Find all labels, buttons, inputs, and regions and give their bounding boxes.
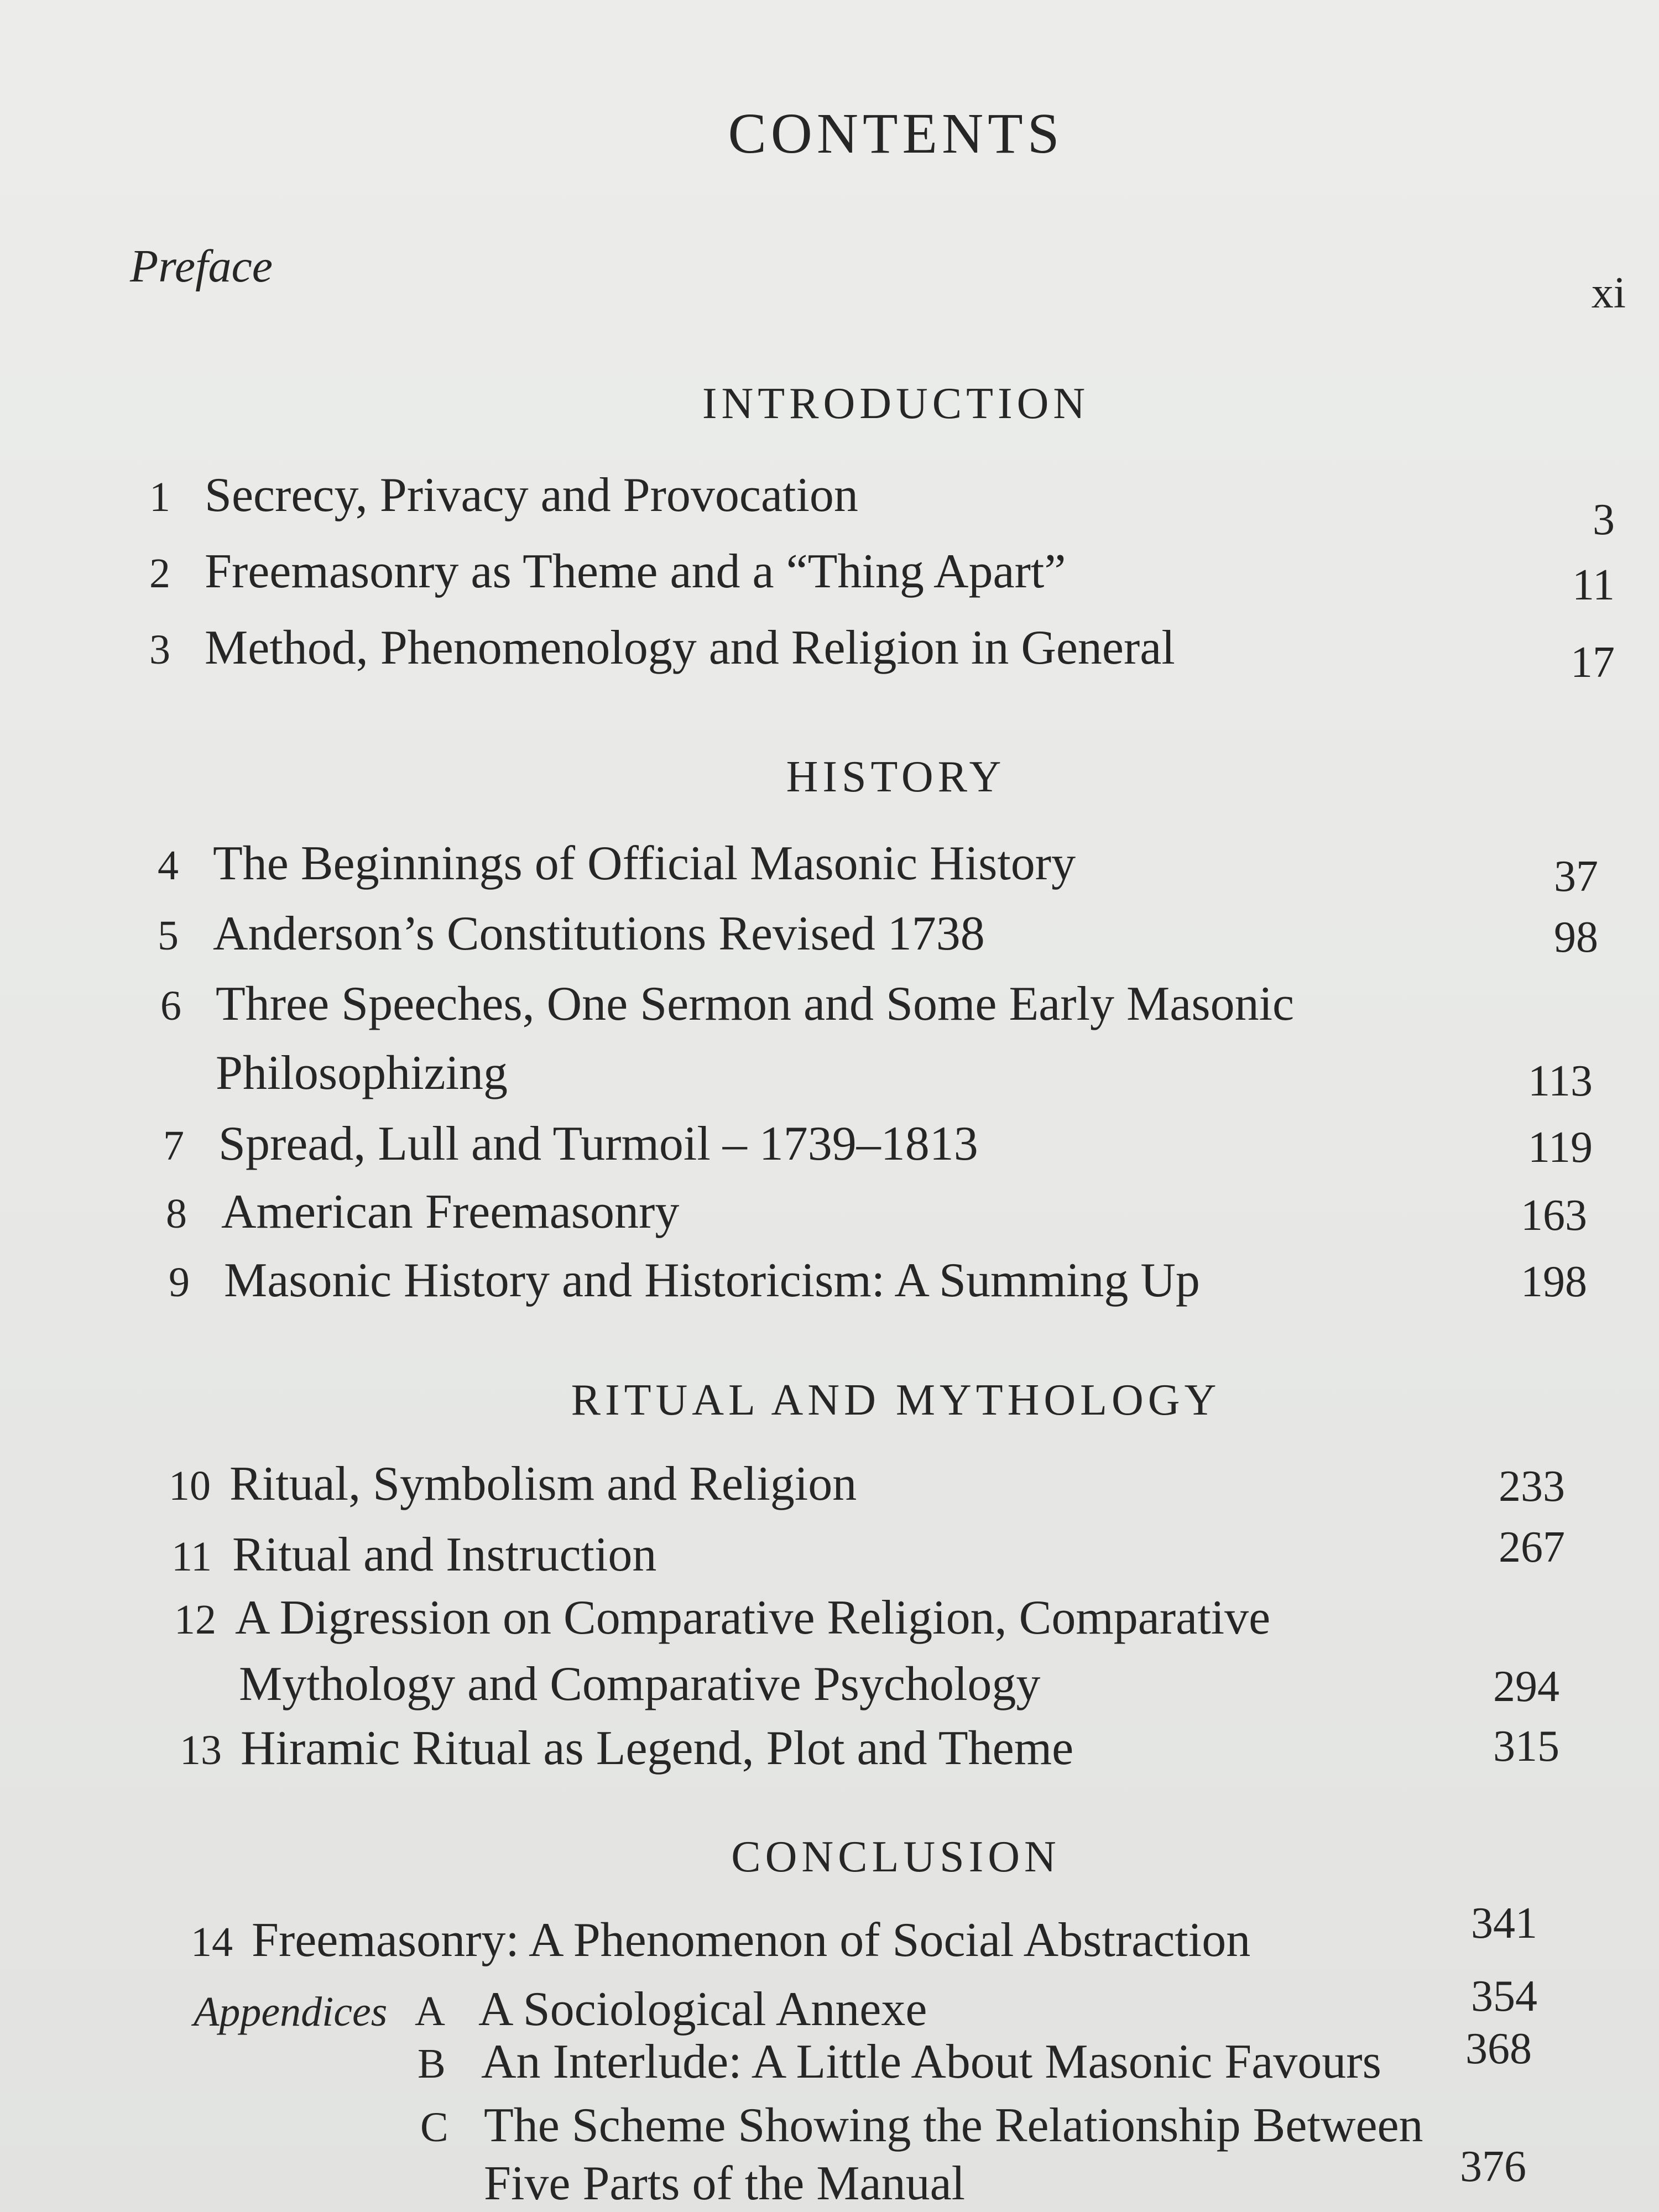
toc-entry: [166, 1185, 680, 1239]
page-title: CONTENTS: [728, 102, 1064, 165]
chapter-page: 198: [1521, 1258, 1587, 1306]
toc-entry: [160, 977, 1295, 1031]
chapter-title: Ritual, Symbolism and Religion: [229, 1457, 857, 1511]
toc-entry: [158, 839, 1076, 888]
appendix-letter: A: [415, 1988, 445, 2034]
chapter-page: 233: [1499, 1462, 1565, 1511]
chapter-number: 14: [191, 1919, 233, 1965]
appendix-title: An Interlude: A Little About Masonic Favours: [481, 2035, 1381, 2089]
chapter-title: The Beginnings of Official Masonic History: [213, 837, 1076, 890]
appendix-page: 354: [1471, 1972, 1537, 2021]
chapter-number: 10: [169, 1463, 211, 1509]
toc-entry: [163, 1117, 978, 1171]
section-heading-conclusion: CONCLUSION: [731, 1833, 1061, 1881]
chapter-page: 113: [1527, 1057, 1593, 1105]
chapter-number: 5: [158, 912, 179, 959]
chapter-title-continued: Philosophizing: [216, 1046, 508, 1100]
section-heading-ritual-and-mythology: RITUAL AND MYTHOLOGY: [571, 1376, 1221, 1425]
chapter-title: Hiramic Ritual as Legend, Plot and Theme: [241, 1721, 1074, 1775]
appendix-letter: C: [420, 2104, 448, 2151]
chapter-title: A Digression on Comparative Religion, Comparative: [235, 1591, 1271, 1645]
chapter-title: Three Speeches, One Sermon and Some Early Masonic: [216, 977, 1295, 1031]
chapter-title: Freemasonry: A Phenomenon of Social Abstraction: [252, 1913, 1251, 1967]
preface-label: Preface: [130, 241, 273, 292]
chapter-page: 267: [1499, 1523, 1565, 1572]
chapter-number: 4: [158, 842, 179, 889]
chapter-page: 119: [1527, 1123, 1593, 1172]
toc-entry: [149, 547, 1066, 596]
chapter-title-continued: Mythology and Comparative Psychology: [239, 1657, 1041, 1711]
chapter-title: Secrecy, Privacy and Provocation: [205, 468, 858, 522]
chapter-title: Spread, Lull and Turmoil – 1739–1813: [218, 1117, 978, 1171]
chapter-title: Freemasonry as Theme and a “Thing Apart”: [205, 545, 1066, 598]
toc-entry: [149, 468, 858, 522]
chapter-number: 8: [166, 1191, 187, 1237]
chapter-number: 1: [149, 474, 170, 520]
toc-entry: [171, 1528, 657, 1582]
chapter-page: 341: [1471, 1899, 1537, 1948]
toc-entry: [191, 1913, 1251, 1967]
appendix-title: The Scheme Showing the Relationship Between: [484, 2099, 1423, 2152]
appendix-entry: [415, 1985, 927, 2034]
chapter-number: 13: [180, 1727, 222, 1773]
chapter-page: 294: [1493, 1662, 1559, 1711]
section-heading-introduction: INTRODUCTION: [702, 379, 1090, 428]
chapter-page: 315: [1493, 1722, 1559, 1771]
toc-entry: [180, 1721, 1074, 1775]
chapter-number: 12: [174, 1597, 216, 1643]
toc-entry: [169, 1457, 857, 1511]
chapter-title: American Freemasonry: [221, 1185, 680, 1239]
chapter-number: 7: [163, 1123, 184, 1169]
chapter-number: 6: [160, 983, 181, 1029]
chapter-page: 98: [1554, 913, 1598, 962]
chapter-number: 9: [169, 1259, 190, 1306]
section-heading-history: HISTORY: [786, 753, 1006, 801]
preface-page: xi: [1591, 269, 1626, 317]
chapter-page: 163: [1521, 1191, 1587, 1240]
appendices-label: Appendices: [194, 1989, 388, 2035]
appendix-page: 376: [1460, 2142, 1526, 2191]
chapter-title: Masonic History and Historicism: A Summing Up: [224, 1254, 1200, 1307]
chapter-title: Anderson’s Constitutions Revised 1738: [213, 907, 985, 961]
appendix-entry: [420, 2101, 1423, 2150]
chapter-title: Ritual and Instruction: [232, 1528, 657, 1582]
chapter-page: 17: [1571, 638, 1615, 687]
chapter-page: 37: [1554, 852, 1598, 901]
chapter-title: Method, Phenomenology and Religion in General: [205, 621, 1175, 675]
chapter-number: 3: [149, 627, 170, 673]
appendix-entry: [418, 2035, 1381, 2089]
appendix-title: A Sociological Annexe: [478, 1983, 927, 2036]
chapter-page: 11: [1572, 561, 1615, 609]
appendix-title-continued: Five Parts of the Manual: [484, 2157, 966, 2210]
chapter-number: 11: [171, 1533, 212, 1580]
toc-entry: [174, 1591, 1271, 1645]
toc-entry: [158, 907, 985, 961]
toc-entry: [149, 621, 1175, 675]
chapter-number: 2: [149, 550, 170, 597]
appendix-letter: B: [418, 2041, 446, 2087]
appendix-page: 368: [1465, 2025, 1532, 2073]
chapter-page: 3: [1593, 495, 1615, 544]
toc-entry: [169, 1256, 1200, 1305]
